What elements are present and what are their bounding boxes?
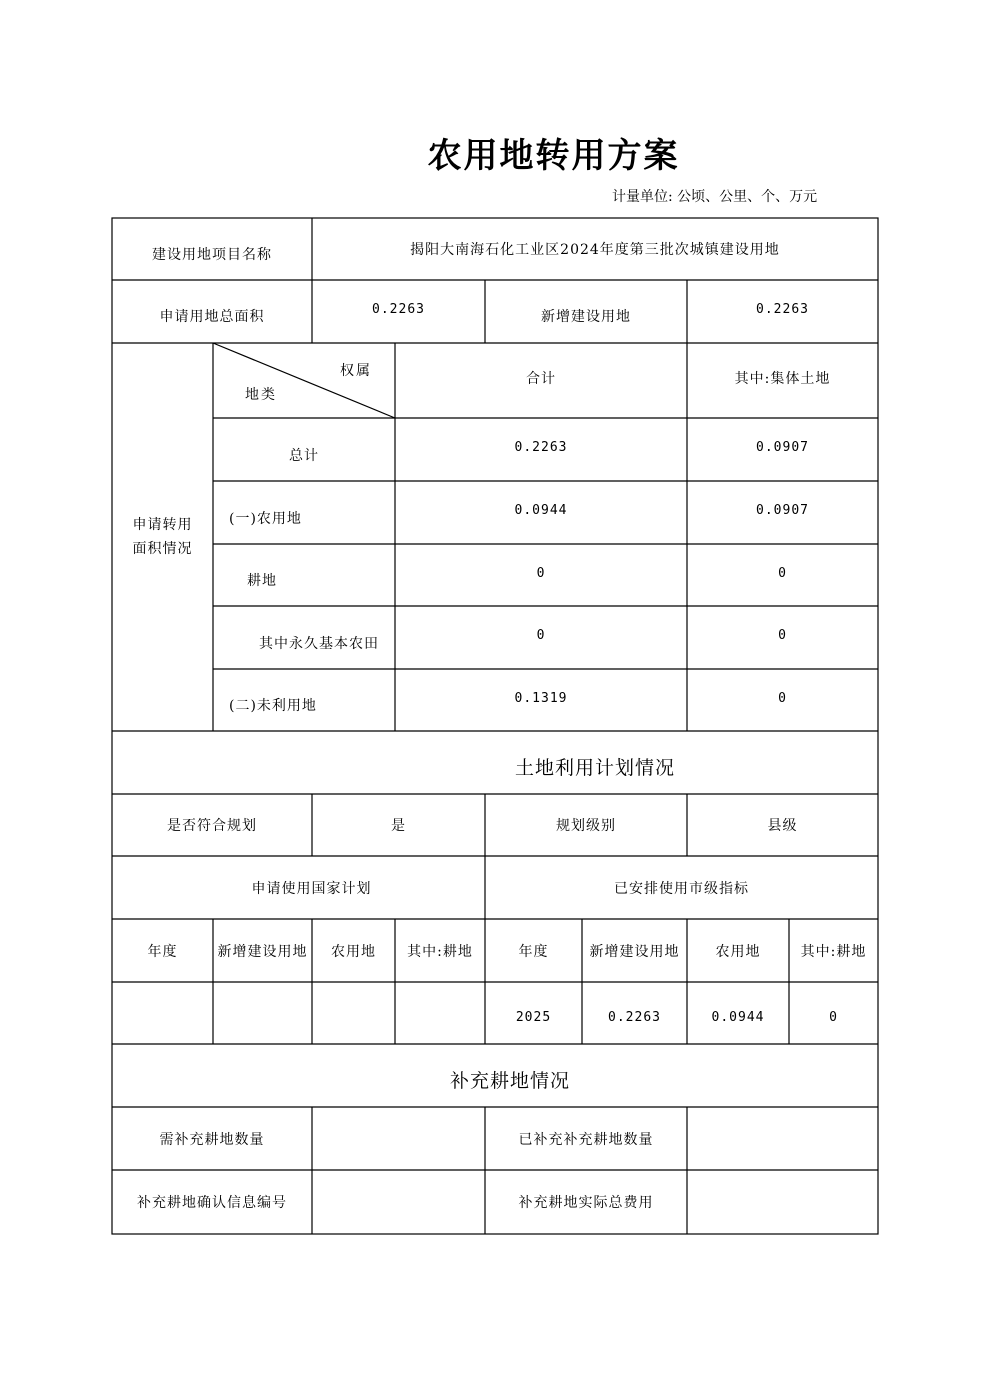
total-area-label: 申请用地总面积 — [159, 308, 265, 325]
plan-section-title: 土地利用计划情况 — [514, 757, 675, 779]
conform-plan-value: 是 — [391, 818, 406, 834]
col-collective-header: 其中:集体土地 — [734, 370, 831, 387]
new-construction-value: 0.2263 — [756, 302, 809, 317]
project-name-label: 建设用地项目名称 — [152, 247, 272, 263]
row-total-grand-total: 0.2263 — [514, 440, 568, 455]
city-value-cultivated: 0 — [829, 1010, 838, 1025]
city-value-agricultural: 0.0944 — [711, 1010, 765, 1025]
header-owner-label: 权属 — [340, 363, 372, 379]
conversion-group-label: 申请转用面积情况 — [132, 517, 193, 557]
city-header-cultivated: 其中:耕地 — [800, 943, 867, 960]
national-value-agricultural — [312, 982, 395, 1044]
done-supplement-value — [687, 1107, 878, 1170]
need-supplement-value — [312, 1107, 485, 1170]
national-header-new-construction: 新增建设用地 — [217, 943, 308, 960]
row-collective-grand-total: 0.0907 — [756, 440, 809, 455]
city-header-year: 年度 — [518, 943, 549, 960]
page-title: 农用地转用方案 — [427, 136, 680, 176]
row-label-grand-total: 总计 — [289, 447, 319, 464]
row-collective-cultivated: 0 — [778, 566, 787, 581]
confirm-number-value — [312, 1170, 485, 1234]
national-header-year: 年度 — [147, 943, 178, 960]
national-value-new-construction — [213, 982, 312, 1044]
row-label-unused: (二)未利用地 — [229, 698, 317, 714]
new-construction-label: 新增建设用地 — [541, 308, 631, 325]
national-value-cultivated — [395, 982, 485, 1044]
header-type-label: 地类 — [245, 387, 277, 403]
plan-level-label: 规划级别 — [556, 818, 616, 834]
col-total-header: 合计 — [526, 370, 556, 387]
city-header-agricultural: 农用地 — [715, 943, 761, 960]
row-total-basic-farmland: 0 — [536, 628, 546, 643]
done-supplement-label: 已补充补充耕地数量 — [518, 1131, 654, 1148]
city-header-new-construction: 新增建设用地 — [589, 943, 680, 960]
row-total-cultivated: 0 — [536, 566, 546, 581]
project-name-value: 揭阳大南海石化工业区2024年度第三批次城镇建设用地 — [410, 242, 780, 258]
row-label-basic-farmland: 其中永久基本农田 — [259, 635, 379, 652]
city-value-year: 2025 — [515, 1010, 552, 1025]
national-value-year — [112, 982, 213, 1044]
national-header-cultivated: 其中:耕地 — [407, 943, 473, 960]
actual-cost-value — [687, 1170, 878, 1234]
row-collective-agricultural: 0.0907 — [756, 503, 809, 518]
row-collective-basic-farmland: 0 — [778, 628, 787, 643]
city-value-new-construction: 0.2263 — [608, 1010, 661, 1025]
national-header-agricultural: 农用地 — [331, 943, 376, 960]
row-collective-unused: 0 — [778, 691, 787, 706]
national-plan-label: 申请使用国家计划 — [251, 880, 372, 897]
supplement-section-title: 补充耕地情况 — [449, 1070, 570, 1092]
plan-level-value: 县级 — [767, 818, 798, 834]
city-index-label: 已安排使用市级指标 — [614, 880, 749, 897]
row-label-cultivated: 耕地 — [247, 573, 277, 589]
row-label-agricultural: (一)农用地 — [229, 510, 302, 527]
row-total-unused: 0.1319 — [514, 691, 568, 706]
measurement-unit: 计量单位: 公顷、公里、个、万元 — [612, 189, 818, 205]
total-area-value: 0.2263 — [372, 302, 425, 317]
row-total-agricultural: 0.0944 — [514, 503, 568, 518]
need-supplement-label: 需补充耕地数量 — [159, 1131, 265, 1148]
confirm-number-label: 补充耕地确认信息编号 — [137, 1195, 287, 1211]
conform-plan-label: 是否符合规划 — [167, 818, 257, 834]
actual-cost-label: 补充耕地实际总费用 — [518, 1195, 654, 1211]
